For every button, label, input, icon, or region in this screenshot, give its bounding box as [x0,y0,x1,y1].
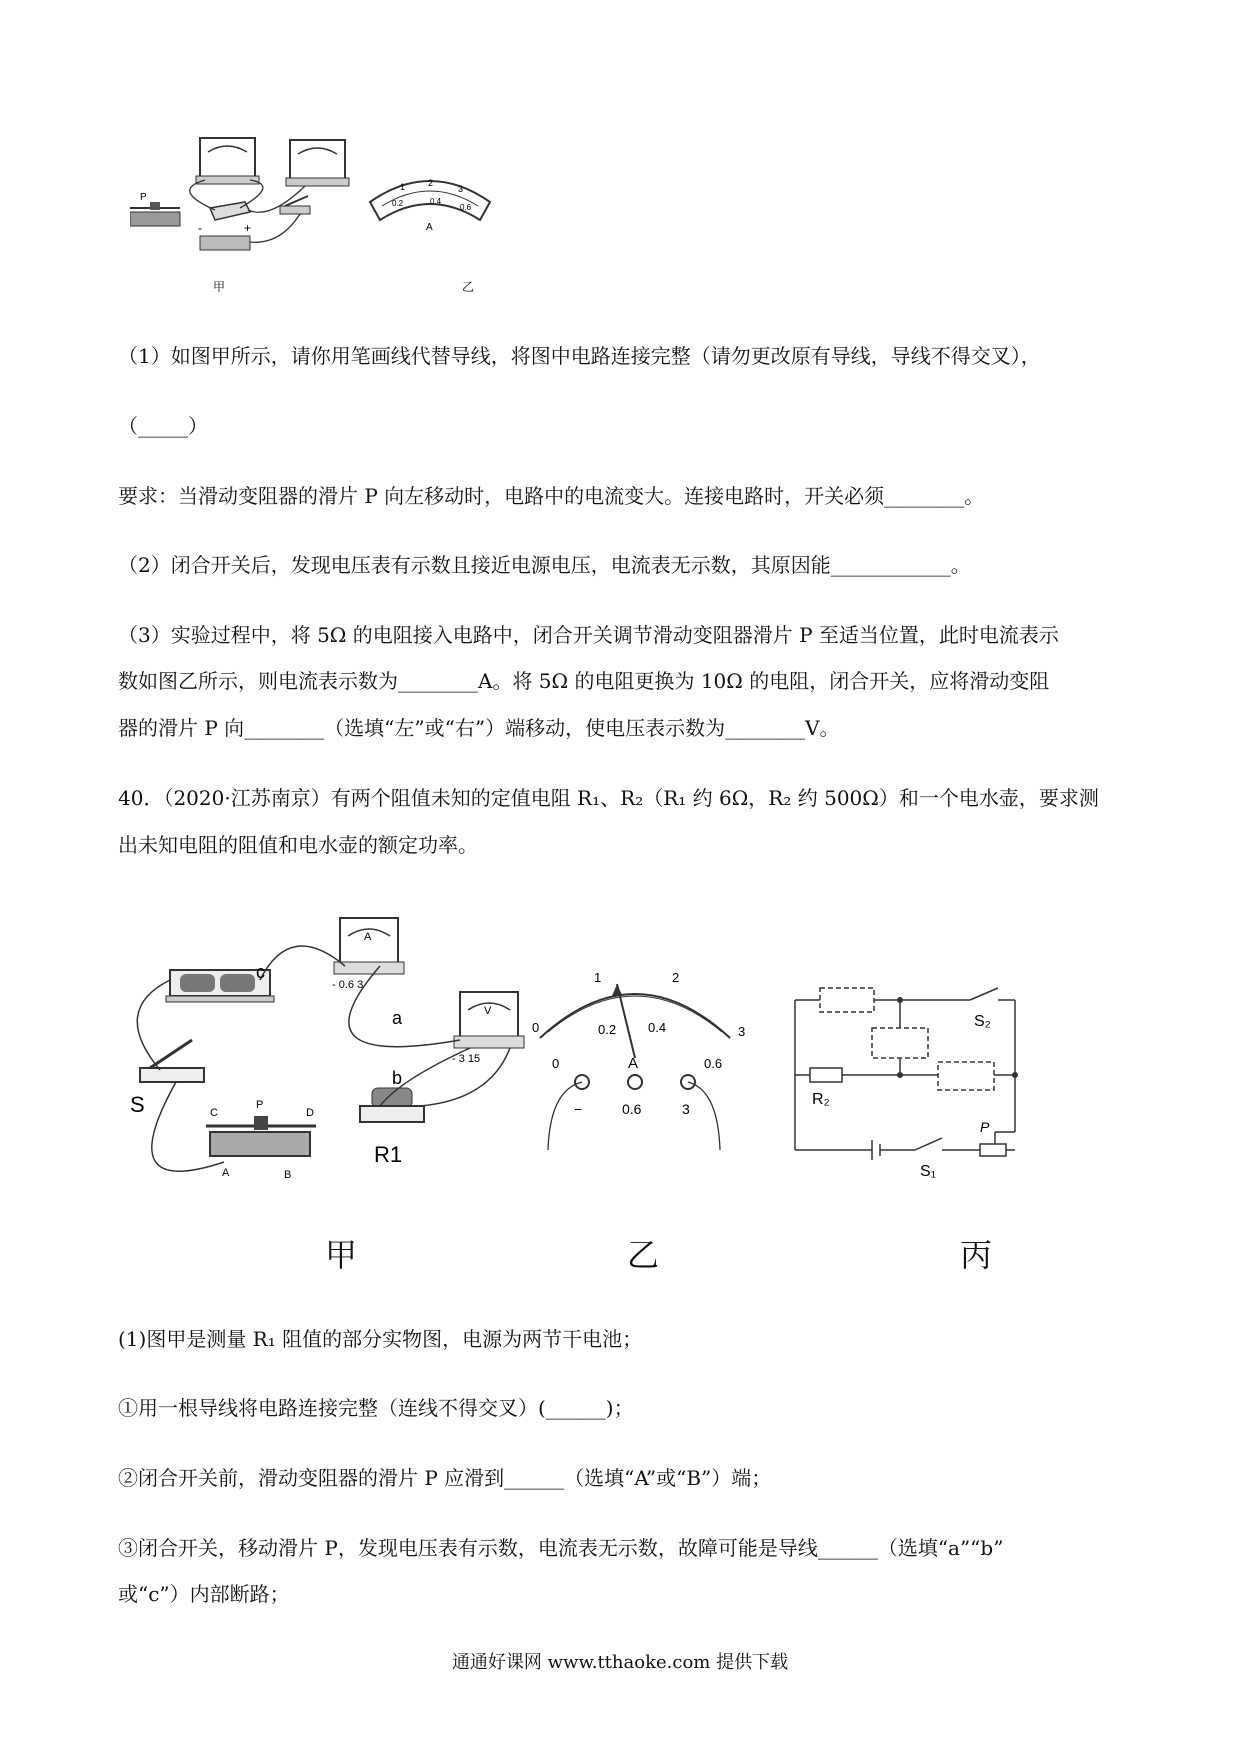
circuit-label-r2: R₂ [812,1091,830,1108]
fig1-tick-0-6: 0.6 [460,203,472,212]
rheostat-label-c: C [210,1107,218,1119]
dial-top-1: 1 [594,970,602,985]
resistor-r1-label: R1 [374,1142,403,1167]
voltmeter-terminals: - 3 15 [452,1053,481,1065]
battery-shape [200,236,250,250]
dial-bottom-3: 0.6 [704,1056,723,1071]
dial-top-0: 0 [532,1020,540,1035]
rheostat-label-p: P [256,1099,264,1111]
wire-label-a: a [392,1008,403,1028]
switch-base [140,1068,204,1082]
rheostat-shape [130,212,180,226]
q39-line-4: （2）闭合开关后，发现电压表有示数且接近电源电压，电流表无示数，其原因能____________。 [118,553,971,577]
fig1-label-p: P [140,192,147,203]
dial-bottom-1: 0.2 [598,1022,617,1037]
dial-terminal-3: 3 [682,1101,690,1117]
switch-label: S [130,1092,145,1117]
dial-unit: A [628,1055,639,1072]
rheostat-label-a: A [222,1167,230,1179]
fig2-caption-jia: 甲 [325,1236,358,1274]
figure-1-svg [130,130,550,300]
dial-arc [540,994,730,1038]
q40-line-1: 40．（2020·江苏南京）有两个阻值未知的定值电阻 R₁、R₂（R₁ 约 6Ω，R₂ 约 500Ω）和一个电水壶，要求测 [118,786,1099,810]
dial-terminal-0-6: 0.6 [622,1101,642,1117]
fig1-tick-3: 3 [458,184,464,194]
q40-line-2: 出未知电阻的阻值和电水壶的额定功率。 [118,833,478,857]
q39-line-6: 数如图乙所示，则电流表示数为________A。将 5Ω 的电阻更换为 10Ω 的电阻，闭合开关，应将滑动变阻 [118,669,1050,693]
circuit-label-p: P [980,1119,990,1135]
q40-part-line-2: ①用一根导线将电路连接完整（连线不得交叉）(______)； [118,1396,634,1420]
fig1-label-minus: - [198,221,202,235]
q39-line-5: （3）实验过程中，将 5Ω 的电阻接入电路中，闭合开关调节滑动变阻器滑片 P 至适当位置，此时电流表示 [118,623,1059,647]
figure-2 [120,900,1140,1220]
figure-2-svg [120,900,1140,1220]
dial-top-2: 2 [672,970,680,985]
fig1-tick-2: 2 [428,178,434,188]
wire-label-b: b [392,1068,403,1088]
q39-line-1: （1）如图甲所示，请你用笔画线代替导线，将图中电路连接完整（请勿更改原有导线，导线不得交叉）， [118,344,1041,368]
dial-bottom-2: 0.4 [648,1020,667,1035]
voltmeter-symbol: V [484,1005,492,1017]
rheostat-label-d: D [306,1107,314,1119]
q39-line-7: 器的滑片 P 向________（选填“左”或“右”）端移动，使电压表示数为________V。 [118,716,840,740]
q39-line-3: 要求：当滑动变阻器的滑片 P 向左移动时，电路中的电流变大。连接电路时，开关必须________。 [118,484,985,508]
dial-terminal-minus: − [574,1101,583,1117]
ammeter-shape [290,140,345,180]
q40-part-line-4: ③闭合开关，移动滑片 P，发现电压表有示数，电流表无示数，故障可能是导线______（选填“a”“b” [118,1536,1004,1560]
circuit-label-s1: S₁ [920,1163,937,1180]
page-footer: 通通好课网 www.tthaoke.com 提供下载 [451,1652,789,1673]
fig1-tick-1: 1 [400,182,406,192]
fig1-tick-0-2: 0.2 [392,199,404,208]
q40-part-line-3: ②闭合开关前，滑动变阻器的滑片 P 应滑到______（选填“A”或“B”）端； [118,1466,772,1490]
q39-line-2: （_____） [118,414,208,438]
fig1-caption-yi: 乙 [462,280,475,294]
circuit-label-s2: S₂ [974,1013,991,1030]
fig1-meter-unit: A [426,222,433,233]
ammeter-symbol: A [364,931,372,943]
rheostat [210,1132,310,1156]
wire-label-c: c [256,962,265,982]
figure-1-circuit [130,130,550,300]
q40-part-line-1: (1)图甲是测量 R₁ 阻值的部分实物图，电源为两节干电池； [118,1327,643,1351]
fig2-caption-yi: 乙 [627,1236,660,1274]
resistor-shape [210,202,250,220]
fig1-label-plus: + [244,221,252,235]
dial-bottom-0: 0 [552,1056,560,1071]
ammeter-terminals: - 0.6 3 [332,979,364,991]
fig1-tick-0-4: 0.4 [430,197,442,206]
switch-shape [280,206,310,214]
dial-top-3: 3 [738,1024,746,1039]
q40-part-line-5: 或“c”）内部断路； [118,1582,290,1606]
voltmeter-shape [200,138,255,178]
fig1-caption-jia: 甲 [213,280,226,294]
rheostat-label-b: B [284,1169,292,1181]
fig2-caption-bing: 丙 [960,1236,993,1274]
